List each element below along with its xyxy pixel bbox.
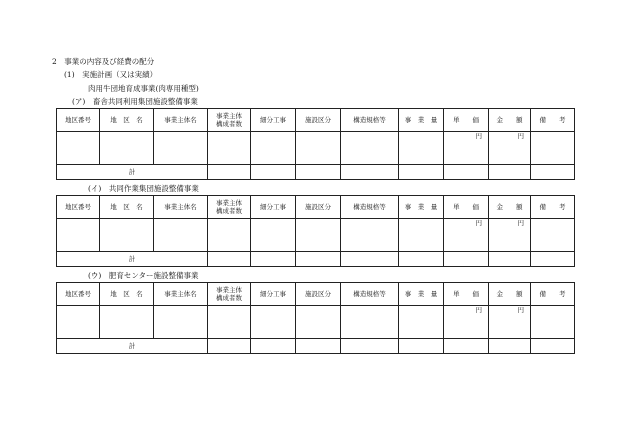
col-amount: 金 額 [489, 283, 531, 306]
col-remarks: 備 考 [531, 109, 575, 132]
col-spec: 構造規格等 [341, 283, 399, 306]
total-row [57, 252, 575, 267]
col-qty: 事 業 量 [399, 283, 444, 306]
total-label: 計 [57, 339, 208, 354]
col-amount: 金 額 [489, 196, 531, 219]
col-members: 事業主体 構成者数 [208, 196, 251, 219]
total-row [57, 165, 575, 180]
section-heading: 2 事業の内容及び経費の配分 [52, 57, 155, 66]
col-area-name: 地 区 名 [100, 109, 154, 132]
col-remarks: 備 考 [531, 196, 575, 219]
amount-yen: 円 [489, 306, 531, 339]
col-amount: 金 額 [489, 109, 531, 132]
col-remarks: 備 考 [531, 283, 575, 306]
subheading: (1) 実施計画（又は実績） [64, 70, 158, 79]
col-members: 事業主体 構成者数 [208, 283, 251, 306]
col-area-name: 地 区 名 [100, 196, 154, 219]
unit-price-yen: 円 [444, 306, 489, 339]
col-facility: 施設区分 [296, 196, 341, 219]
col-qty: 事 業 量 [399, 196, 444, 219]
plan-table-c [56, 282, 575, 354]
col-members: 事業主体 構成者数 [208, 109, 251, 132]
table-row [57, 132, 575, 165]
col-spec: 構造規格等 [341, 196, 399, 219]
section-title-b: (イ) 共同作業集団施設整備事業 [88, 184, 199, 193]
table-header-row [57, 283, 575, 306]
col-sub-work: 細分工事 [251, 109, 296, 132]
col-area-no: 地区番号 [57, 283, 100, 306]
table-row [57, 306, 575, 339]
table-header-row [57, 196, 575, 219]
col-facility: 施設区分 [296, 109, 341, 132]
col-sub-work: 細分工事 [251, 283, 296, 306]
total-row [57, 339, 575, 354]
col-area-name: 地 区 名 [100, 283, 154, 306]
project-name: 肉用牛団地育成事業(肉専用種型) [88, 84, 199, 93]
section-title-a: (ア) 畜舎共同利用集団施設整備事業 [72, 97, 198, 106]
total-label: 計 [57, 165, 208, 180]
unit-price-yen: 円 [444, 132, 489, 165]
plan-table-b [56, 195, 575, 267]
col-entity: 事業主体名 [154, 196, 208, 219]
section-title-c: (ウ) 肥育センター施設整備事業 [88, 271, 199, 280]
col-unit-price: 単 価 [444, 283, 489, 306]
col-unit-price: 単 価 [444, 196, 489, 219]
table-header-row [57, 109, 575, 132]
col-unit-price: 単 価 [444, 109, 489, 132]
unit-price-yen: 円 [444, 219, 489, 252]
col-facility: 施設区分 [296, 283, 341, 306]
col-area-no: 地区番号 [57, 109, 100, 132]
col-area-no: 地区番号 [57, 196, 100, 219]
col-entity: 事業主体名 [154, 283, 208, 306]
col-qty: 事 業 量 [399, 109, 444, 132]
col-spec: 構造規格等 [341, 109, 399, 132]
plan-table-a [56, 108, 575, 180]
amount-yen: 円 [489, 219, 531, 252]
col-entity: 事業主体名 [154, 109, 208, 132]
total-label: 計 [57, 252, 208, 267]
table-row [57, 219, 575, 252]
amount-yen: 円 [489, 132, 531, 165]
col-sub-work: 細分工事 [251, 196, 296, 219]
